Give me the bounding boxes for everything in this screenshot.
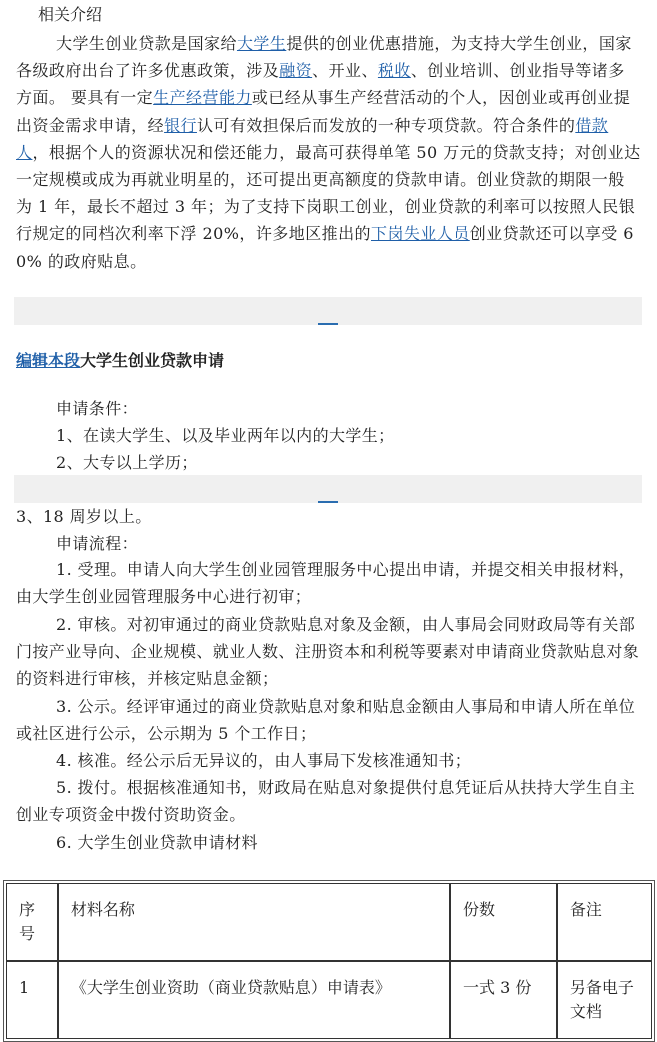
header-cell: 备注 (557, 883, 652, 961)
paragraph-text: 或已经从事生产经营活动的个人，因创业或再创业提出资金需求申请，经 (16, 88, 631, 135)
process-step: 3. 公示。经评审通过的商业贷款贴息对象和贴息金额由人事局和申请人所在单位或社区进行公示，公示期为 5 个工作日； (16, 697, 636, 744)
paragraph-text: 大学生创业贷款是国家给 (56, 34, 237, 53)
divider-bar (14, 475, 642, 503)
condition-item: 1、在读大学生、以及毕业两年以内的大学生； (56, 426, 395, 445)
paragraph-text: 、开业、 (312, 61, 378, 81)
table-cell: 一式 3 份 (450, 961, 557, 1039)
process-label: 申请流程： (56, 534, 139, 553)
header-cell: 份数 (450, 883, 557, 961)
divider-mark (318, 323, 338, 325)
inline-link[interactable]: 借款人 (16, 115, 609, 162)
condition-item: 2、大专以上学历； (56, 453, 198, 472)
process-step: 2. 审核。对初审通过的商业贷款贴息对象及金额，由人事局会同财政局等有关部门按产业导向、企业规模、就业人数、注册资本和利税等要素对申请商业贷款贴息对象的资料进行审核，并核定贴息金额； (16, 615, 640, 689)
header-cell: 材料名称 (58, 883, 450, 961)
inline-link[interactable]: 银行 (164, 115, 197, 135)
process-step: 1. 受理。申请人向大学生创业园管理服务中心提出申请，并提交相关申报材料，由大学生创业园管理服务中心进行初审； (16, 560, 636, 607)
process-step: 6. 大学生创业贷款申请材料 (56, 833, 258, 852)
table-row (6, 961, 652, 1039)
intro-title: 相关介绍 (38, 5, 103, 24)
process-step: 5. 拨付。根据核准通知书，财政局在贴息对象提供付息凭证后从扶持大学生自主创业专项资金中拨付资助资金。 (16, 778, 636, 825)
divider-mark (318, 501, 338, 503)
inline-link[interactable]: 大学生 (236, 34, 287, 53)
table-header-row (6, 883, 652, 961)
paragraph-text: 提供的创业优惠措施，为支持大学生创业，国家各级政府出台了许多优惠政策，涉及 (16, 34, 632, 81)
inline-link[interactable]: 生产经营能力 (153, 88, 252, 108)
paragraph-text: 、创业培训、创业指导等诸多方面。 要具有一定 (16, 61, 625, 108)
table-cell: 另备电子文档 (557, 961, 652, 1039)
header-cell: 序号 (6, 883, 58, 961)
process-step: 4. 核准。经公示后无异议的，由人事局下发核准通知书； (56, 751, 472, 770)
table-cell: 1 (6, 961, 58, 1039)
inline-link[interactable]: 下岗失业人员 (371, 224, 470, 244)
section-title: 大学生创业贷款申请 (80, 351, 225, 370)
table-cell: 《大学生创业资助（商业贷款贴息）申请表》 (58, 961, 450, 1039)
paragraph-text: 认可有效担保后而发放的一种专项贷款。符合条件的 (196, 115, 576, 135)
conditions-label: 申请条件： (56, 399, 139, 418)
materials-table (3, 880, 655, 1042)
inline-link[interactable]: 融资 (279, 61, 313, 81)
edit-section-link[interactable]: 编辑本段 (16, 351, 81, 370)
intro-paragraph (16, 30, 641, 275)
condition-item: 3、18 周岁以上。 (16, 507, 152, 526)
section-heading (16, 349, 224, 373)
divider-bar (14, 297, 642, 325)
paragraph-text: ，根据个人的资源状况和偿还能力，最高可获得单笔 50 万元的贷款支持；对创业达一定规模或成为再就业明星的，还可提出更高额度的贷款申请。创业贷款的期限一般为 1 年，最长不超过 3 年；为了支持下岗职工创业，创业贷款的利率可以按照人民银行规定的同档次利率下浮 20%，许多地区推出的 (16, 142, 641, 244)
paragraph-text: 创业贷款还可以享受 60% 的政府贴息。 (16, 224, 634, 271)
inline-link[interactable]: 税收 (377, 61, 411, 81)
